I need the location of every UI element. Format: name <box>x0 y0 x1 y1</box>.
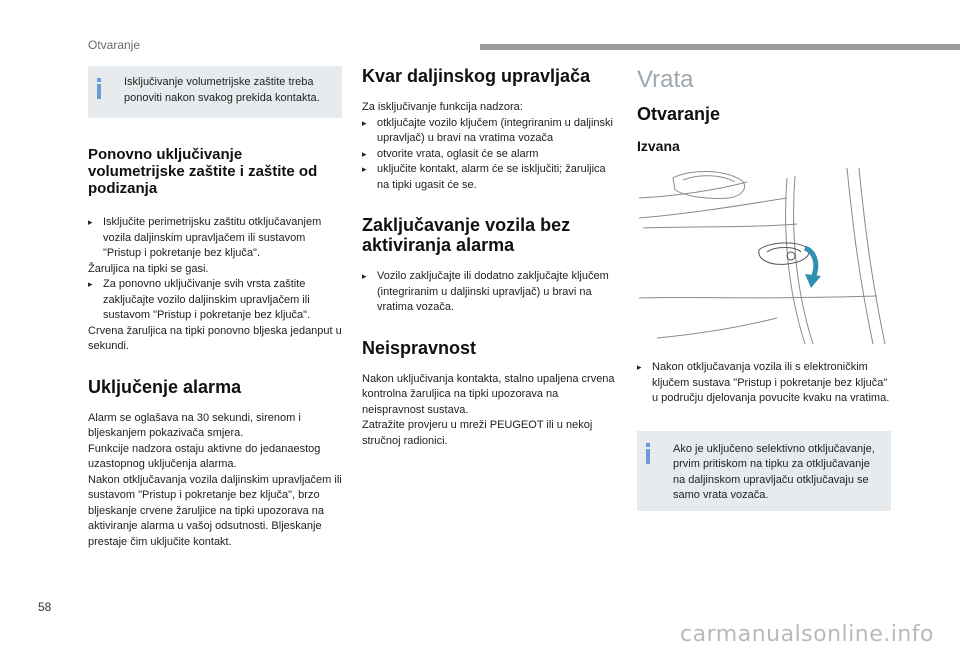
info-note <box>637 431 891 511</box>
info-note-text: Ako je uključeno selektivno otključavanje, prvim pritiskom na tipku za otključavanje na daljinskom upravljaču otključavaju se samo vrata vozača. <box>673 442 875 501</box>
body-text: Žaruljica na tipki se gasi. <box>88 262 209 275</box>
body-text: Nakon uključivanja kontakta, stalno upaljena crvena kontrolna žaruljica na tipki upozorava na neispravnost sustava. <box>362 372 615 416</box>
info-icon <box>97 78 101 99</box>
header-section-label: Otvaranje <box>88 38 141 52</box>
bullet-item: ▸ Isključite perimetrijsku zaštitu otključavanjem vozila daljinskim upravljačem ili sustavom "Pristup i pokretanje bez ključa". <box>88 215 342 262</box>
body-text: Crvena žaruljica na tipki ponovno bljeska jedanput u sekundi. <box>88 324 342 352</box>
section-title: Ponovno uključivanje volumetrijske zaštite i zaštite od podizanja <box>88 146 318 197</box>
section-title: Otvaranje <box>637 104 721 124</box>
pull-arrow-icon <box>805 248 821 288</box>
body-text: Nakon otključavanja vozila daljinskim upravljačem ili sustavom "Pristup i pokretanje bez ključa", brzo bljeskanje crvene žaruljice na tipki upozorava na aktiviranje alarma u vašoj odsutnosti. Bljeskanje prestaje čim uključite kontakt. <box>88 473 342 548</box>
bullet-item: ▸ Za ponovno uključivanje svih vrsta zaštite zaključajte vozilo daljinskim upravljačem ili sustavom "Pristup i pokretanje bez ključa". <box>88 277 342 324</box>
bullet-item: ▸ uključite kontakt, alarm će se isključiti; žaruljica na tipki ugasit će se. <box>362 162 618 193</box>
page-number: 58 <box>38 600 52 614</box>
column-right <box>637 66 891 511</box>
body-text: Funkcije nadzora ostaju aktivne do jedanaestog uzastopnog uključenja alarma. <box>88 442 321 470</box>
column-middle <box>362 66 618 449</box>
watermark-text: carmanualsonline.info <box>680 622 934 647</box>
chapter-title: Vrata <box>637 66 694 93</box>
body-text: Zatražite provjeru u mreži PEUGEOT ili u nekoj stručnoj radionici. <box>362 419 593 447</box>
info-note-text: Isključivanje volumetrijske zaštite treba ponoviti nakon svakog prekida kontakta. <box>124 76 320 104</box>
info-note <box>88 66 342 118</box>
column-left <box>88 66 342 550</box>
section-title: Zaključavanje vozila bez aktiviranja alarma <box>362 215 571 255</box>
section-title: Neispravnost <box>362 337 477 358</box>
bullet-item: ▸ otvorite vrata, oglasit će se alarm <box>362 147 618 163</box>
bullet-item: ▸ Nakon otključavanja vozila ili s elektroničkim ključem sustava "Pristup i pokretanje bez ključa" u području djelovanja povucite kvaku na vratima. <box>637 360 891 407</box>
door-handle-drawing <box>637 168 891 346</box>
header-bar <box>480 44 960 50</box>
body-text: Alarm se oglašava na 30 sekundi, sirenom i bljeskanjem pokazivača smjera. <box>88 411 301 439</box>
section-title: Kvar daljinskog upravljača <box>362 66 591 86</box>
section-title: Uključenje alarma <box>88 376 242 397</box>
subsection-title: Izvana <box>637 138 680 154</box>
door-handle-illustration <box>637 168 891 346</box>
bullet-item: ▸ Vozilo zaključajte ili dodatno zaključajte ključem (integriranim u daljinski upravljač) u bravi na vratima vozača. <box>362 269 618 316</box>
bullet-item: ▸ otključajte vozilo ključem (integriranim u daljinski upravljač) u bravi na vratima vozača <box>362 116 618 147</box>
body-text: Za isključivanje funkcija nadzora: <box>362 101 523 113</box>
info-icon <box>646 443 650 464</box>
